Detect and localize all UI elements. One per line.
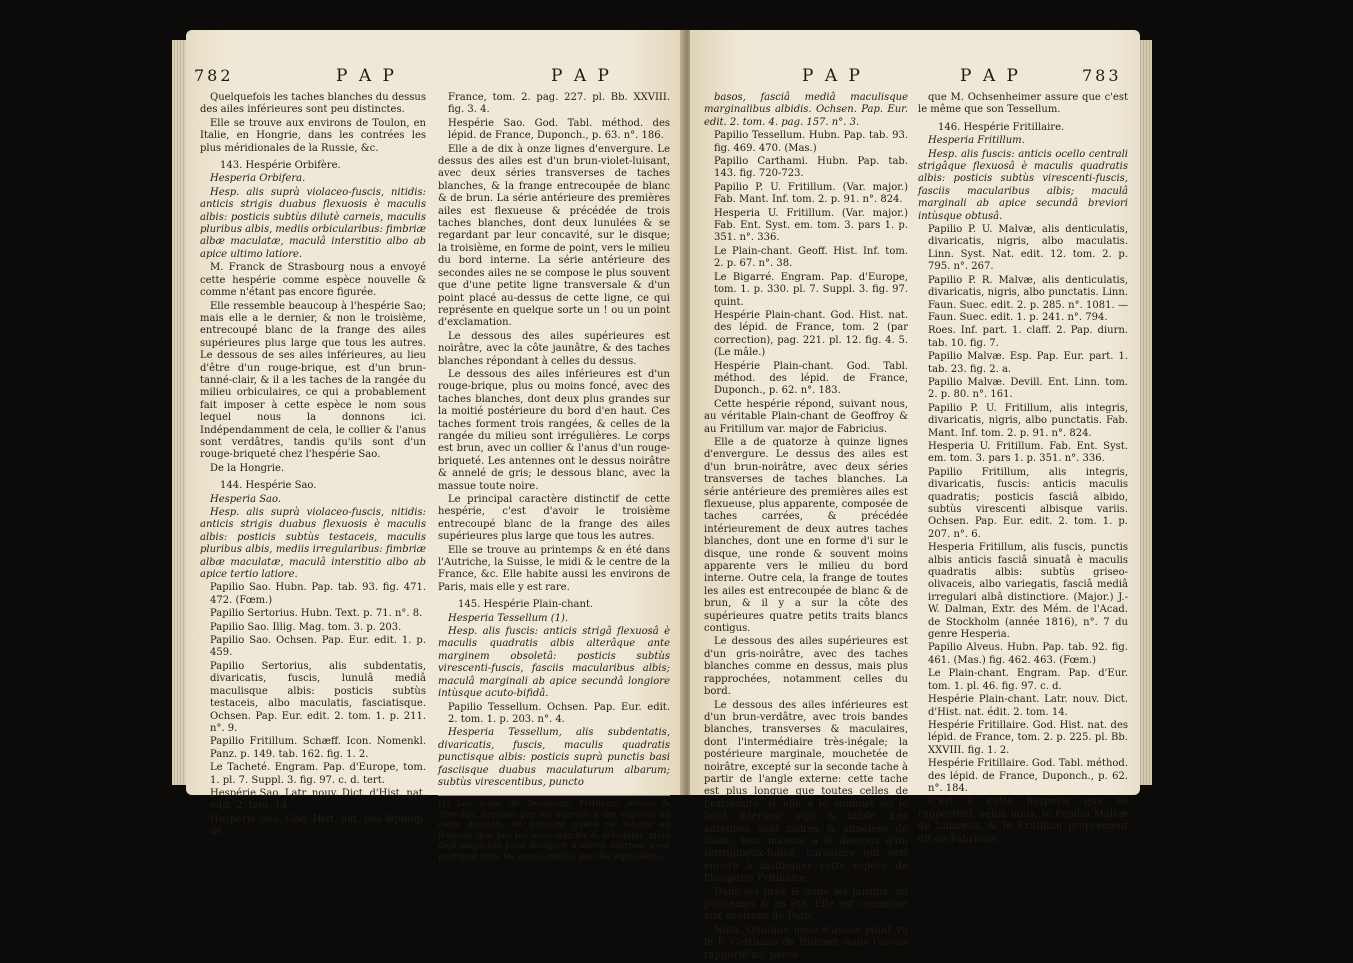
text-column-1 [200,92,426,840]
paragraph: Elle a de quatorze à quinze lignes d'envergure. Le dessus des ailes est d'un brun-noirâtre, avec deux séries transverses de taches blanches. La série antérieure des premières ailes est flexueuse, plus apparente, composée de taches carrées, & précédée intérieurement de deux autres taches blanches, dont une en forme d'i sur le disque, une ronde & souvent moins apparente vers le milieu du bord interne. Outre cela, la frange de toutes les ailes est entrecoupée de blanc & de brun, & il y a sur la côte des supérieures quatre petits traits blancs contigus. [704,436,908,635]
page-edges-right [1138,40,1152,785]
paragraph: Papilio Tessellum. Hubn. Pap. tab. 93. fig. 469. 470. (Mas.) [714,130,908,154]
page-number: 782 [194,66,234,85]
paragraph: Papilio Sao. Ochsen. Pap. Eur. edit. 1. p. 459. [210,635,426,659]
entry-heading: 145. Hespérie Plain-chant. [458,599,594,611]
paragraph: Quelquefois les taches blanches du dessus des ailes inférieures sont peu distinctes. [200,92,426,116]
paragraph: Le dessous des ailes supérieures est noirâtre, avec la côte jaunâtre, & des taches blanches répondant à celles du dessus. [438,330,670,367]
paragraph: Hespérie Sao. God. Tabl. méthod. des lépid. de France, Duponch., p. 63. n°. 186. [448,117,670,142]
paragraph: Nota. Quoique nous n'ayons point vu le P. Carthami de Hubner, nous l'avons rapporté ici, parce [704,924,908,961]
text-column-1 [704,92,908,963]
paragraph: De la Hongrie. [210,462,285,474]
left-page [186,30,684,862]
paragraph: Papilio Sao. Hubn. Pap. tab. 93. fig. 471. 472. (Fœm.) [210,582,426,606]
paragraph: Hesperia Tessellum, alis subdentatis, divaricatis, fuscis, maculis quadratis punctisque albis: posticis suprà punctis basi fasciisque duabus maculaturum albarum; subtùs virescentibus, puncto [438,727,670,788]
paragraph: Elle se trouve aux environs de Toulon, en Italie, en Hongrie, dans les contrées les plus méridionales de la Russie, &c. [200,117,426,154]
paragraph: Hesperia Tessellum (1). [448,612,569,624]
paragraph: Dans les prés & dans les jardins, au printemps & en été. Elle est commune aux environs de Paris. [704,886,908,923]
paragraph: Hesperia Fritillum. [928,135,1025,147]
paragraph: Papilio Tessellum. Ochsen. Pap. Eur. edit. 2. tom. 1. p. 203. n°. 4. [448,701,670,725]
paragraph: Papilio Carthami. Hubn. Pap. tab. 143. fig. 720-723. [714,156,908,180]
paragraph: Hesperia Fritillum, alis fuscis, punctis albis anticis fasciâ sinuatâ è maculis quadratis albis: subtùs griseo-olivaceis, albo variegatis, fasciâ mediâ irregulari albâ distinctiore. (Major.) J.-W. Dalman, Extr. des Mém. de l'Acad. de Stockholm (année 1816), n°. 7 du genre Hesperia. [928,542,1128,641]
entry-heading: 143. Hespérie Orbifère. [220,160,341,172]
paragraph: Papilio P. R. Malvæ, alis denticulatis, divaricatis, nigris, albo punctatis. Linn. Faun. Suec. edit. 2. p. 285. n°. 1081. — Faun. Suec. edit. 1. p. 241. n°. 794. [928,274,1128,323]
entry-heading: 144. Hespérie Sao. [220,480,317,492]
paragraph: Hespérie Plain-chant. Latr. nouv. Dict. d'Hist. nat. édit. 2. tom. 14. [928,694,1128,718]
paragraph: Hesp. alis suprà violaceo-fuscis, nitidis: anticis strigis duabus flexuosis è maculis albis: posticis subtùs testaceis, maculis pluribus albis, mediis irregularibus: fimbriæ albæ maculatæ, maculâ interstitio albo ab apice tertio latiore. [200,507,426,581]
paragraph: M. Franck de Strasbourg nous a envoyé cette hespérie comme espèce nouvelle & comme n'étant pas encore figurée. [200,262,426,299]
paragraph: Papilio Alveus. Hubn. Pap. tab. 92. fig. 461. (Mas.) fig. 462. 463. (Fœm.) [928,642,1128,666]
text-column-2 [918,92,1128,847]
paragraph: Hesperia U. Fritillum. (Var. major.) Fab. Ent. Syst. em. tom. 3. pars 1. p. 351. n°. 336. [714,207,908,244]
paragraph: Le Bigarré. Engram. Pap. d'Europe, tom. 1. p. 330. pl. 7. Suppl. 3. fig. 97. quint. [714,271,908,308]
paragraph: Elle a de dix à onze lignes d'envergure. Le dessus des ailes est d'un brun-violet-luisant, avec deux séries transverses de taches blanches, & la frange entrecoupée de blanc & de brun. La série antérieure des premières ailes est flexueuse & précédée de trois taches blanches, dont deux lunulées & se regardant par leur concavité, sur le disque; la troisième, en forme de point, vers le milieu du bord interne. La série antérieure des secondes ailes ne se compose le plus souvent que d'une petite ligne transversale & d'un point placé au-dessus de cette ligne, ce qui représente en quelque sorte un ! ou un point d'exclamation. [438,143,670,329]
entry-heading: 146. Hespérie Fritillaire. [938,121,1065,133]
paragraph: Hesp. alis fuscis: anticis ocello centrali strigâque flexuosâ è maculis quadratis albis: posticis subtùs virescenti-fuscis, fasciis macularibus albis; maculâ marginali ab apice secundâ breviori intùsque obtusâ. [918,148,1128,222]
running-head: P A P [551,66,612,86]
paragraph: basos, fasciâ mediâ maculisque marginalibus albidis. Ochsen. Pap. Eur. edit. 2. tom. 4. pag. 157. n°. 3. [704,92,908,128]
paragraph: Le dessous des ailes inférieures est d'un brun-verdâtre, avec trois bandes blanches, transverses & maculaires, dont l'intermédiaire très-inégale; la postérieure marginale, mouchetée de noirâtre, excepté sur la seconde tache à partir de l'angle externe: cette tache est plus longue que toutes celles de l'extrémité, & elle a le sommet ou le bout intérieur aigu & bifide. Les antennes sont noires & annelées de blanc; leur massue a le dessous d'un ferrugineux-foncé, caractère qui sert encore à distinguer cette espèce de l'hespérie Fritillaire. [704,699,908,885]
paragraph: Papilio Fritillum, alis integris, divaricatis, fuscis: anticis maculis quadratis; posticis fasciâ albido, subtùs virescenti albisque variis. Ochsen. Pap. Eur. edit. 2. tom. 1. p. 207. n°. 6. [928,466,1128,540]
paragraph: Le principal caractère distinctif de cette hespérie, c'est d'avoir le troisième entrecoupé blanc de la frange des ailes supérieures plus large que tous les autres. [438,494,670,543]
paragraph: Papilio Malvæ. Devill. Ent. Linn. tom. 2. p. 80. n°. 161. [928,376,1128,401]
paragraph: Le Tacheté. Engram. Pap. d'Europe, tom. 1. pl. 7. Suppl. 3. fig. 97. c. d. tert. [210,762,426,786]
paragraph: Papilio P. U. Malvæ, alis denticulatis, divaricatis, nigris, albo maculatis. Linn. Syst. Nat. edit. 12. tom. 2. p. 795. n°. 267. [928,224,1128,273]
paragraph: Hesp. alis suprà violaceo-fuscis, nitidis: anticis strigis duabus flexuosis è maculis albis: posticis subtùs dilutè carneis, maculis pluribus albis, mediis orbicularibus: fimbriæ albæ maculatæ, maculâ interstitio albo ab apice ultimo latiore. [200,186,426,260]
paragraph: Hespérie Plain-chant. God. Hist. nat. des lépid. de France, tom. 2 (par correction), pag. 221. pl. 12. fig. 4. 5. (Le mâle.) [714,309,908,359]
paragraph: Le Plain-chant. Engram. Pap. d'Eur. tom. 1. pl. 46. fig. 97. c. d. [928,668,1128,692]
right-page [690,30,1140,961]
paragraph: Papilio P. U. Fritillum, alis integris, divaricatis, nigris, albo punctatis. Fab. Mant. Inf. tom. 2. p. 91. n°. 824. [928,402,1128,439]
paragraph: Papilio Sertorius, alis subdentatis, divaricatis, fuscis, lunulâ mediâ maculisque albis: posticis subtùs testaceis, albo maculatis, fasciatisque. Ochsen. Pap. Eur. edit. 2. tom. 1. p. 211. n°. 9. [210,660,426,734]
paragraph: Elle ressemble beaucoup à l'hespérie Sao; mais elle a le dernier, & non le troisième, entrecoupé blanc de la frange des ailes supérieures plus large que tous les autres. Le dessous de ses ailes inférieures, au lieu d'être d'un rouge-brique, est d'un brun-tanné-clair, & il a les taches de la rangée du milieu orbiculaires, ce qui a probablement fait imposer à cette espèce le nom sous lequel nous la donnons ici. Indépendamment de cela, le collier & l'anus sont verdâtres, tandis qu'ils sont d'un rouge-briqueté chez l'hespérie Sao. [200,300,426,461]
running-head: P A P [336,66,397,86]
paragraph: C'est à cette hespérie que se rapportent, selon nous, le Papilio Malvæ de Linnæus, & le Fritillum proprement dit de Fabricius. [918,796,1128,845]
paragraph: Papilio Fritillum. Schæff. Icon. Nomenkl. Panz. p. 149. tab. 162. fig. 1. 2. [210,736,426,760]
paragraph: Papilio P. U. Fritillum. (Var. major.) Fab. Mant. Inf. tom. 2. p. 91. n°. 824. [714,181,908,206]
paragraph: Hesperia Orbifera. [210,173,306,185]
paragraph: Elle se trouve au printemps & en été dans l'Autriche, la Suisse, le midi & le centre de la France, &c. Elle habite aussi les environs de Paris, mais elle y est rare. [438,544,670,593]
paragraph: Hespérie Fritillaire. God. Hist. nat. des lépid. de France, tom. 2. p. 225. pl. Bb. XXVIII. fig. 1. 2. [928,719,1128,756]
text-column-2 [438,92,670,862]
footnote: (1) Les noms de Tessellum, Fritillum, Alveus & Alveolus, imposés par les auteurs à des espèces de cette division, ne pouvant guère se rendre en français que par les mots damier & échiquier, mots déjà employés pour désigner d'autres diurnes, c'est pourquoi nous les avons rendus par des équivalens. [438,795,670,862]
paragraph: Hespérie Fritillaire. God. Tabl. méthod. des lépid. de France, Duponch., p. 62. n°. 184. [928,758,1128,794]
paragraph: Hesperia U. Fritillum. Fab. Ent. Syst. em. tom. 3. pars 1. p. 351. n°. 336. [928,440,1128,465]
running-head: P A P [960,66,1021,86]
paragraph: France, tom. 2. pag. 227. pl. Bb. XXVIII. fig. 3. 4. [448,92,670,116]
paragraph: Hespérie Sao. Latr. nouv. Dict. d'Hist. nat. édit. 2. tom. 14. [210,787,426,812]
paragraph: Papilio Malvæ. Esp. Pap. Eur. part. 1. tab. 23. fig. 2. a. [928,351,1128,375]
page-number: 783 [1082,66,1122,85]
paragraph: Le dessous des ailes inférieures est d'un rouge-brique, plus ou moins foncé, avec des taches blanches, dont deux plus grandes sur la moitié postérieure du bord d'en haut. Ces taches forment trois rangées, & celles de la rangée du milieu sont irrégulières. Le corps est brun, avec un collier & l'anus d'un rouge-briqueté. Les antennes ont le dessus noirâtre & annelé de gris; le dessous blanc, avec la massue toute noire. [438,368,670,492]
paragraph: Le dessous des ailes supérieures est d'un gris-noirâtre, avec des taches blanches comme en dessus, mais plus rapprochées, notamment celles du bord. [704,636,908,698]
paragraph: Hespérie Sao. God. Hist. nat. des lépidop. de [210,813,426,838]
paragraph: Le Plain-chant. Geoff. Hist. Inf. tom. 2. p. 67. n°. 38. [714,245,908,270]
paragraph: que M. Ochsenheimer assure que c'est le même que son Tessellum. [918,92,1128,116]
paragraph: Papilio Sertorius. Hubn. Text. p. 71. n°. 8. [210,608,423,620]
paragraph: Hespérie Plain-chant. God. Tabl. méthod. des lépid. de France, Duponch., p. 62. n°. 183. [714,360,908,397]
running-head: P A P [802,66,863,86]
paragraph: Hesp. alis fuscis: anticis strigâ flexuosâ è maculis quadratis albis alterâque ante marginem obsoletâ: posticis subtùs virescenti-fuscis, fasciis macularibus albis; maculâ marginali ab apice secundâ longiore intùsque acuto-bifidâ. [438,626,670,700]
paragraph: Papilio Sao. Illig. Mag. tom. 3. p. 203. [210,621,402,633]
paragraph: Roes. Inf. part. 1. claff. 2. Pap. diurn. tab. 10. fig. 7. [928,325,1128,349]
paragraph: Hesperia Sao. [210,493,282,505]
paragraph: Cette hespérie répond, suivant nous, au véritable Plain-chant de Geoffroy & au Fritillum var. major de Fabricius. [704,398,908,435]
